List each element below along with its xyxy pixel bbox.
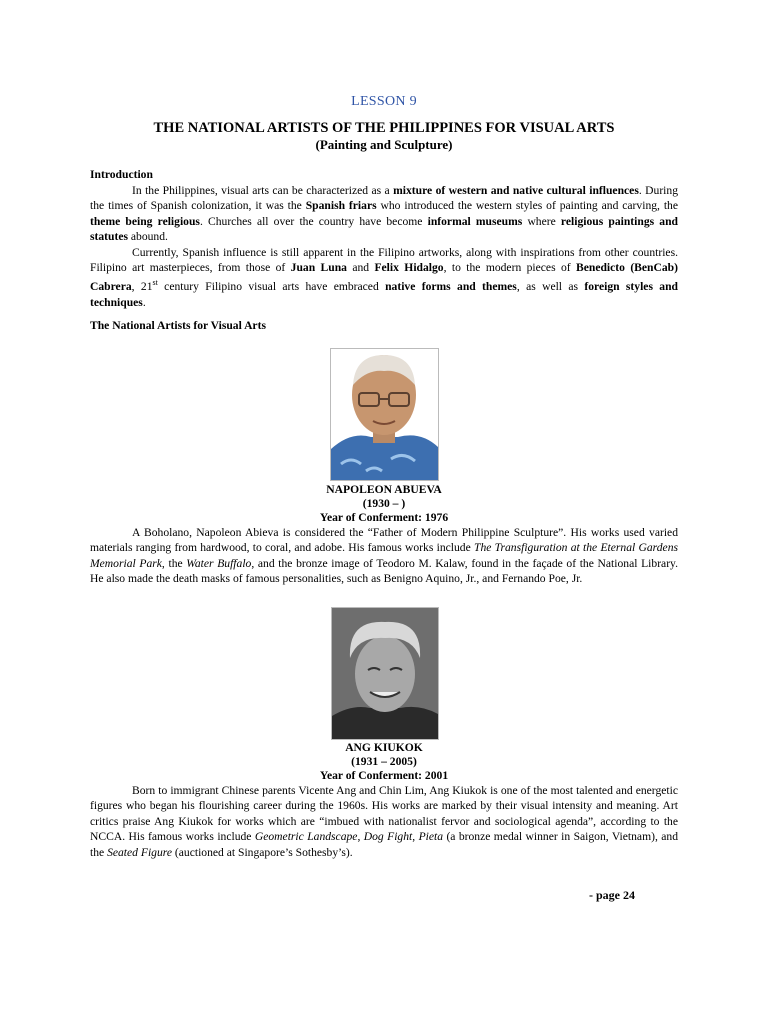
text-run: . During the times of Spanish colonization, it was the [90,184,678,213]
text-run: who introduced the western styles of painting and carving, the [376,199,678,213]
artist-photo-abueva [330,348,439,481]
artist-conferment-abueva: Year of Conferment: 1976 [319,511,449,524]
bold-text-run: mixture of western and native cultural influences [393,184,639,197]
page-title: THE NATIONAL ARTISTS OF THE PHILIPPINES FOR VISUAL ARTS [153,120,615,136]
artist-years-kiukok: (1931 – 2005) [351,755,417,768]
text-run: , as well as [516,280,585,294]
artist-years-abueva: (1930 – ) [362,497,406,510]
text-run: and [346,261,375,275]
artist-bio-kiukok [90,783,678,860]
bold-text-run: informal museums [427,214,523,228]
text-run: Born to immigrant Chinese parents Vicente Ang and Chin Lim, Ang Kiukok is one of the most talented and energetic figures who began his flourishing career during the 1960s. His works are marked by their visual intensity and meaning. Art critics praise Ang Kiukok for works which are “imbued with nationalist fervor and sociological agenda”, according to the NCCA. His famous works include [90,784,678,844]
italic-text-run: Pieta [418,830,444,844]
italic-text-run: Seated Figure [107,845,172,859]
bold-text-run: Juan Luna [290,261,347,275]
italic-text-run: Dog Fight [363,830,413,844]
text-run: A Boholano, Napoleon Abieva is considered the “Father of Modern Philippine Sculpture”. His works used varied materials ranging from hardwood, to coral, and adobe. His famous works include [90,526,678,555]
bold-text-run: foreign styles and techniques [90,280,679,309]
portrait-image [332,608,438,739]
bold-text-run: native forms and themes [385,280,517,294]
text-run: (a bronze medal winner in Saigon, Vietnam), and the [90,830,678,859]
text-run: century Filipino visual arts have embraced [157,280,386,294]
artist-bio-text [90,525,678,587]
italic-text-run: Geometric Landscape [254,830,358,844]
introduction-paragraph-2 [90,245,678,310]
artist-bio-text [90,783,678,860]
text-run: . Churches all over the country have become [199,214,428,228]
text-run: abound. [128,230,168,244]
text-run: In the Philippines, visual arts can be characterized as a [132,184,394,197]
italic-text-run: Water Buffalo [186,556,252,570]
text-run: (auctioned at Singapore’s Sothesby’s). [172,845,353,859]
text-run: , [412,830,419,844]
bold-text-run: Felix Hidalgo [374,261,444,275]
text-run: . [142,295,146,309]
bold-text-run: Spanish friars [305,199,377,213]
artist-name-kiukok: ANG KIUKOK [345,741,423,754]
text-run: Currently, Spanish influence is still apparent in the Filipino artworks, along with inspirations from other countries. Filipino art masterpieces, from those of [90,245,678,275]
artist-conferment-kiukok: Year of Conferment: 2001 [319,769,449,782]
bold-text-run: theme being religious [90,214,200,228]
introduction-body [90,183,678,310]
artist-photo-kiukok [331,607,439,740]
page-number: - page 24 [589,888,635,902]
text-run: , [357,830,364,844]
artist-bio-abueva [90,525,678,587]
section-heading: The National Artists for Visual Arts [90,319,266,332]
text-run: , and the bronze image of Teodoro M. Kalaw, found in the façade of the National Library. He also made the death masks of famous personalities, such as Benigno Aquino, Jr., and Fernando Poe, Jr. [90,556,679,586]
text-run: , 21 [131,280,153,294]
introduction-heading: Introduction [90,168,153,181]
artist-name-abueva: NAPOLEON ABUEVA [326,483,442,496]
italic-text-run: The Transfiguration at the Eternal Gardens Memorial Park [90,541,679,570]
lesson-label: LESSON 9 [351,94,417,109]
text-run: , the [161,556,187,570]
bold-text-run: religious paintings and statutes [90,214,678,244]
superscript-text-run: st [152,278,158,288]
bold-text-run: Benedicto (BenCab) Cabrera [90,261,678,294]
text-run: where [522,214,561,228]
text-run: , to the modern pieces of [443,261,576,275]
introduction-paragraph-1 [90,183,678,245]
portrait-image [331,349,438,480]
page-subtitle: (Painting and Sculpture) [315,137,453,152]
